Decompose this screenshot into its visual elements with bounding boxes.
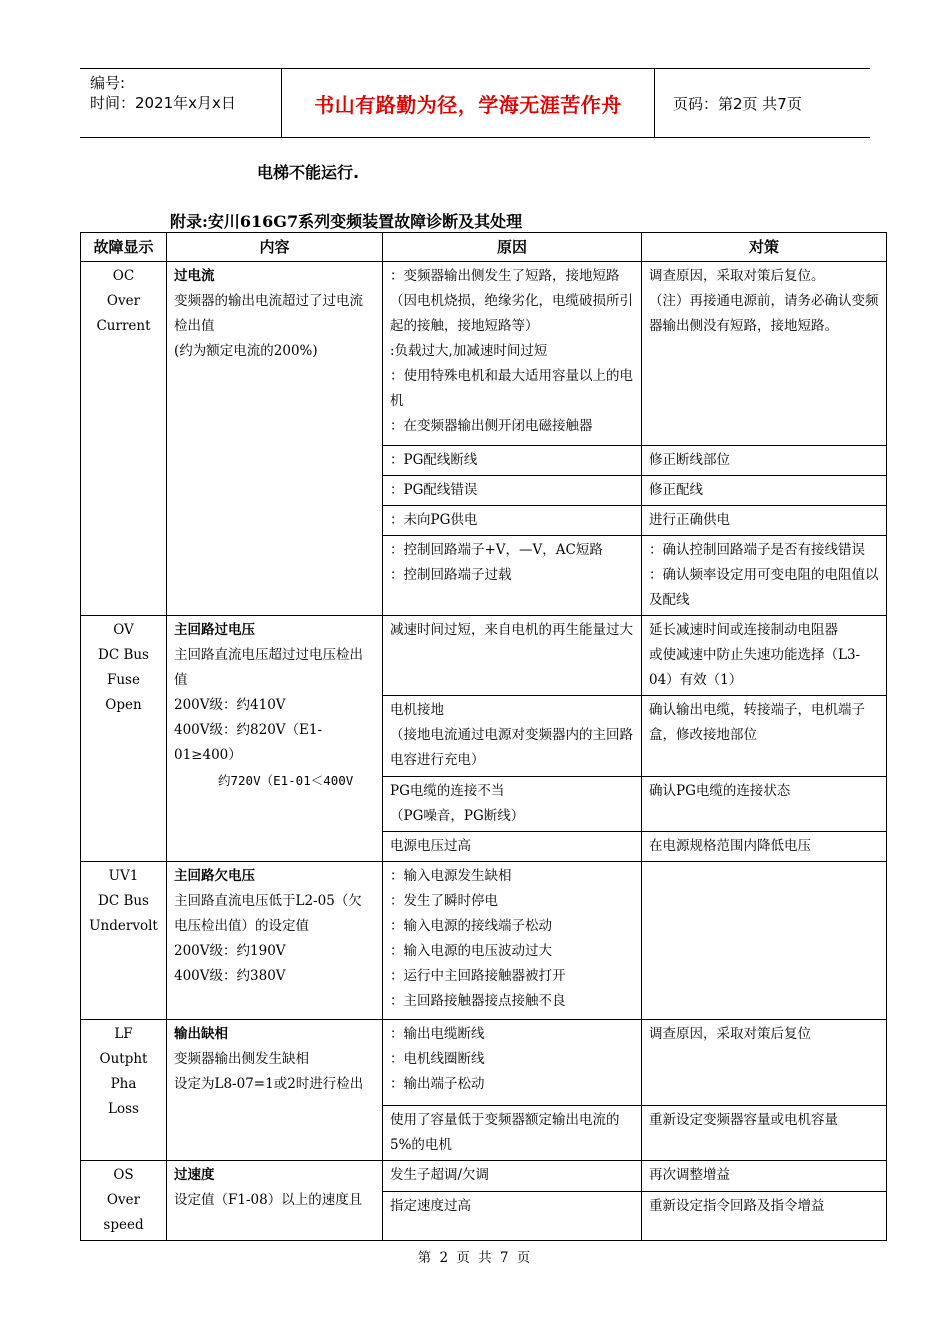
measure-line: ：确认频率设定用可变电阻的电阻值以及配线: [649, 567, 879, 608]
fault-code-line: Undervolt: [89, 918, 158, 934]
appendix-title: 附录:安川616G7系列变频装置故障诊断及其处理: [170, 212, 523, 231]
header-cell-display: 故障显示: [81, 233, 167, 262]
cause-line: ：发生了瞬时停电: [390, 893, 498, 909]
fault-content-cell: [167, 1161, 383, 1241]
cause-line: ：主回路接触器接点接触不良: [390, 993, 566, 1009]
table-row: [81, 1161, 887, 1192]
fault-code-line: Outpht Pha: [99, 1051, 148, 1092]
fault-content-line: 200V级：约410V: [174, 697, 286, 713]
fault-title: 过电流: [174, 268, 215, 284]
header-meta: [80, 69, 280, 137]
cause-line: ：控制回路端子过载: [390, 567, 512, 583]
cause-line: ：未向PG供电: [390, 512, 478, 528]
measure-line: 调查原因，采取对策后复位: [649, 1026, 811, 1042]
measure-cell: [642, 832, 887, 862]
fault-code-line: DC Bus: [98, 893, 149, 909]
time-label: 时间：2021年x月x日: [90, 94, 236, 112]
page-footer: 第 2 页 共 7 页: [417, 1250, 533, 1266]
table-row: [81, 262, 887, 446]
fault-code-cell: [81, 616, 167, 862]
code-label: 编号:: [90, 74, 126, 92]
fault-code-line: DC Bus: [98, 647, 149, 663]
fault-code-cell: [81, 1161, 167, 1241]
fault-code-line: UV1: [108, 868, 139, 884]
table-row: [81, 1020, 887, 1106]
cause-cell: [383, 616, 642, 696]
fault-content-line: 设定值（F1-08）以上的速度且: [174, 1192, 363, 1208]
measure-cell: [642, 862, 887, 1020]
measure-line: 修正配线: [649, 482, 703, 498]
cause-line: ：变频器输出侧发生了短路，接地短路（因电机烧损，绝缘劣化，电缆破损所引起的接触，接地短路等）: [390, 268, 633, 334]
measure-cell: [642, 1020, 887, 1106]
fault-table: [80, 232, 887, 1241]
fault-title: 主回路欠电压: [174, 868, 255, 884]
cause-line: 电机接地: [390, 702, 444, 718]
measure-cell: [642, 262, 887, 446]
fault-code-line: Over speed: [103, 1192, 144, 1233]
measure-cell: [642, 1192, 887, 1241]
fault-table-body: [81, 262, 887, 1241]
cause-line: （接地电流通过电源对变频器内的主回路电容进行充电）: [390, 727, 633, 768]
cause-line: 减速时间过短，来自电机的再生能量过大: [390, 622, 633, 638]
fault-code-cell: [81, 862, 167, 1020]
measure-cell: [642, 1106, 887, 1161]
measure-line: 再次调整增益: [649, 1167, 730, 1183]
fault-code-cell: [81, 1020, 167, 1161]
measure-line: 延长减速时间或连接制动电阻器: [649, 622, 838, 638]
measure-cell: [642, 777, 887, 832]
fault-code-line: OV: [113, 622, 134, 638]
intro-line: 电梯不能运行.: [257, 163, 360, 182]
measure-line: 修正断线部位: [649, 452, 730, 468]
cause-line: 指定速度过高: [390, 1198, 471, 1215]
measure-cell: [642, 506, 887, 536]
cause-line: ：在变频器输出侧开闭电磁接触器: [390, 418, 593, 434]
fault-code-line: Over: [106, 293, 141, 309]
fault-content-line: 变频器输出侧发生缺相: [174, 1051, 309, 1067]
measure-line: 重新设定指令回路及指令增益: [649, 1198, 825, 1215]
measure-cell: [642, 536, 887, 616]
header-motto: 书山有路勤为径，学海无涯苦作舟: [314, 92, 622, 117]
fault-code-line: Loss: [108, 1101, 139, 1117]
cause-line: ：控制回路端子+V，—V，AC短路: [390, 542, 603, 558]
fault-content-line: 主回路直流电压超过过电压检出值: [174, 647, 363, 688]
cause-cell: [383, 262, 642, 446]
measure-line: 确认输出电缆，转接端子，电机端子盒，修改接地部位: [649, 702, 865, 743]
measure-line: 在电源规格范围内降低电压: [649, 838, 811, 854]
fault-code-line: Fuse Open: [105, 672, 142, 713]
cause-cell: [383, 696, 642, 777]
measure-line: 确认PG电缆的连接状态: [649, 783, 791, 799]
measure-line: （注）再接通电源前，请务必确认变频器输出侧没有短路，接地短路。: [649, 293, 879, 334]
measure-line: 进行正确供电: [649, 512, 730, 528]
fault-code-line: OC: [112, 268, 135, 284]
header-cell-content: 内容: [167, 233, 383, 262]
header-cell-measure: 对策: [642, 233, 887, 262]
measure-line: ：确认控制回路端子是否有接线错误: [649, 542, 865, 558]
fault-content-line: 约720V（E1-01＜400V: [218, 773, 354, 788]
fault-content-line: (约为额定电流的200%): [174, 343, 318, 359]
cause-line: ：PG配线错误: [390, 482, 478, 498]
fault-code-cell: [81, 262, 167, 616]
measure-line: 调查原因，采取对策后复位。: [649, 268, 825, 284]
cause-line: ：输出电缆断线: [390, 1026, 485, 1042]
measure-cell: [642, 1161, 887, 1192]
header-motto-cell: [281, 69, 655, 137]
fault-content-cell: [167, 616, 383, 862]
cause-cell: [383, 1106, 642, 1161]
page-label: 页码：第2页 共7页: [673, 94, 802, 113]
cause-cell: [383, 777, 642, 832]
fault-content-line: 400V级：约820V（E1-01≥400）: [174, 722, 323, 763]
cause-line: ：运行中主回路接触器被打开: [390, 968, 566, 984]
measure-cell: [642, 616, 887, 696]
cause-cell: [383, 446, 642, 476]
header-cell-cause: 原因: [383, 233, 642, 262]
fault-content-cell: [167, 862, 383, 1020]
fault-code-line: LF: [114, 1026, 133, 1042]
page-header: [80, 68, 870, 138]
header-page-cell: [663, 69, 870, 137]
cause-line: ：输入电源发生缺相: [390, 868, 512, 884]
table-header-row: [81, 233, 887, 262]
cause-line: ：输出端子松动: [390, 1076, 485, 1092]
measure-cell: [642, 446, 887, 476]
cause-cell: [383, 832, 642, 862]
cause-line: ：输入电源的接线端子松动: [390, 918, 552, 934]
cause-cell: [383, 536, 642, 616]
fault-content-line: 主回路直流电压低于L2-05（欠电压检出值）的设定值: [174, 893, 362, 934]
cause-cell: [383, 476, 642, 506]
cause-line: ：使用特殊电机和最大适用容量以上的电机: [390, 368, 633, 409]
fault-title: 主回路过电压: [174, 622, 255, 638]
measure-line: 或使减速中防止失速功能选择（L3-04）有效（1）: [649, 647, 861, 688]
fault-content-line: 200V级：约190V: [174, 943, 286, 959]
cause-line: 发生子超调/欠调: [390, 1167, 490, 1183]
measure-cell: [642, 476, 887, 506]
cause-cell: [383, 1161, 642, 1192]
cause-cell: [383, 506, 642, 536]
fault-title: 输出缺相: [174, 1026, 228, 1042]
cause-cell: [383, 1192, 642, 1241]
table-row: [81, 616, 887, 696]
fault-content-line: 变频器的输出电流超过了过电流检出值: [174, 293, 363, 334]
cause-cell: [383, 1020, 642, 1106]
table-row: [81, 862, 887, 1020]
cause-line: 使用了容量低于变频器额定输出电流的5%的电机: [390, 1112, 620, 1153]
fault-content-line: 400V级：约380V: [174, 968, 286, 984]
cause-line: ：电机线圈断线: [390, 1051, 485, 1067]
fault-content-cell: [167, 1020, 383, 1161]
cause-line: :负载过大,加减速时间过短: [390, 343, 548, 359]
fault-content-line: 设定为L8-07=1或2时进行检出: [174, 1076, 364, 1092]
cause-line: ：PG配线断线: [390, 452, 478, 468]
fault-content-cell: [167, 262, 383, 616]
cause-line: PG电缆的连接不当: [390, 783, 505, 799]
fault-code-line: Current: [96, 318, 151, 334]
fault-title: 过速度: [174, 1167, 215, 1183]
cause-line: （PG噪音，PG断线）: [390, 808, 525, 824]
measure-cell: [642, 696, 887, 777]
cause-cell: [383, 862, 642, 1020]
cause-line: 电源电压过高: [390, 838, 471, 854]
measure-line: 重新设定变频器容量或电机容量: [649, 1112, 838, 1128]
fault-code-line: OS: [113, 1167, 134, 1183]
cause-line: ：输入电源的电压波动过大: [390, 943, 552, 959]
